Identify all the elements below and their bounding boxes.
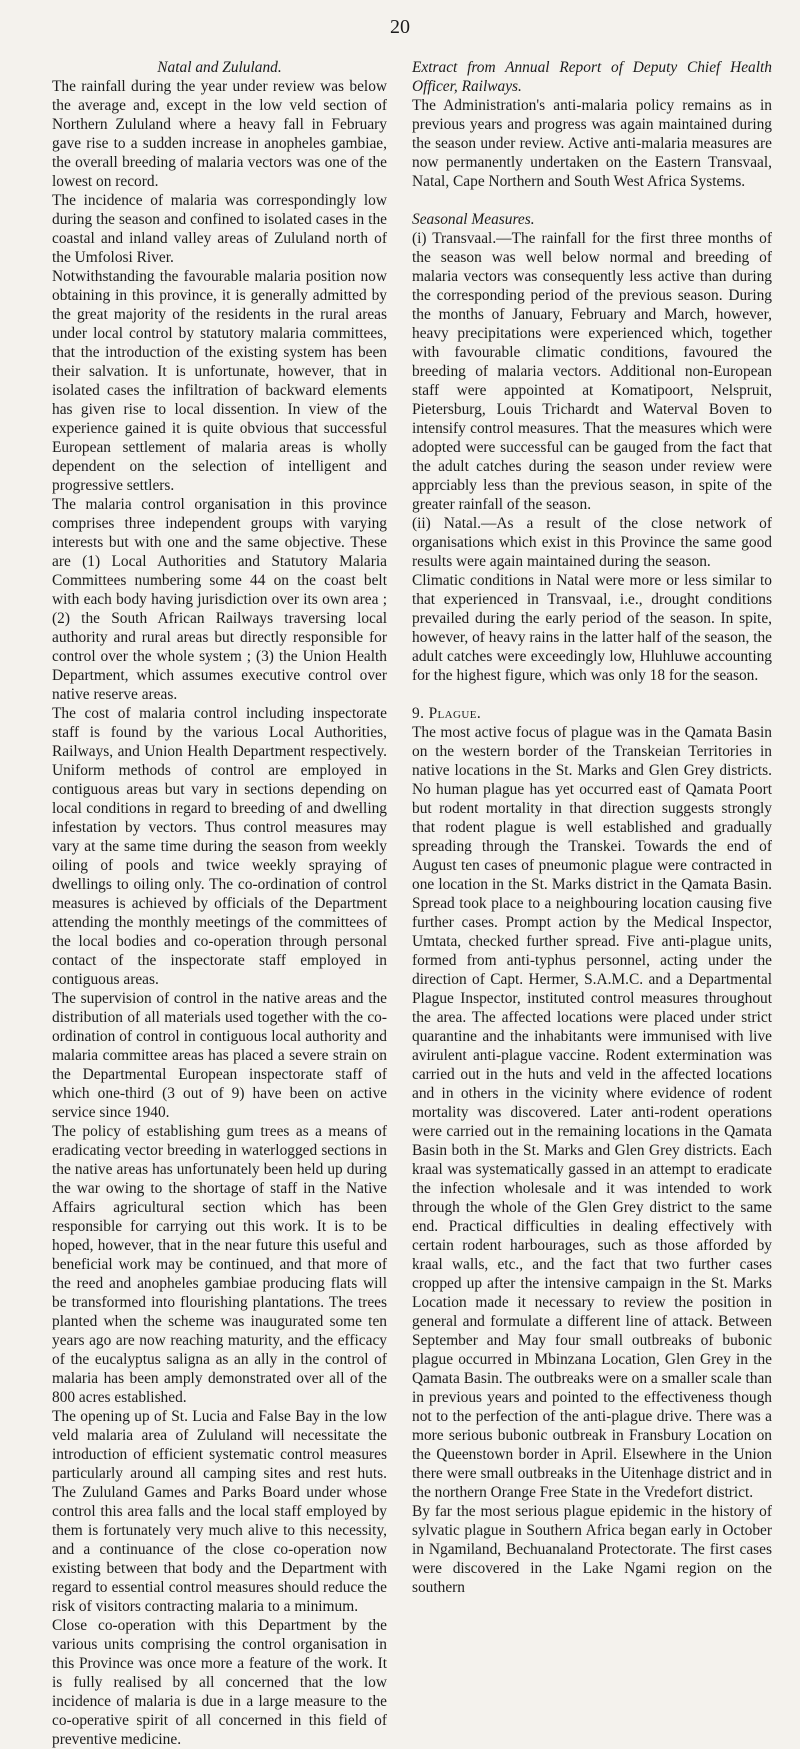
subheading-seasonal-measures: Seasonal Measures.	[412, 211, 535, 228]
paragraph: The cost of malaria control including inspectorate staff is found by the various Local Authorities, Railways, and Union Health Department respectively. Uniform methods of control are employed in contiguous areas but vary in sections depending on local conditions in regard to breeding of and dwelling infestation by vectors. Thus control measures may vary at the same time during the season from weekly oiling of pools and twice weekly spraying of dwellings to oiling only. The co-ordination of control measures is achieved by officials of the Department attending the monthly meetings of the committees of the local bodies and co-operation through personal contact of the inspectorate staff employed in contiguous areas.	[52, 705, 387, 988]
paragraph: The supervision of control in the native areas and the distribution of all materials used together with the co-ordination of control in contiguous local authority and malaria committee areas has placed a severe strain on the Departmental European inspectorate staff of which one-third (3 out of 9) have been on active service since 1940.	[52, 990, 387, 1121]
paragraph: Close co-operation with this Department by the various units comprising the control organisation in this Province was once more a feature of the work. It is fully realised by all concerned that the low incidence of malaria is due in a large measure to the co-operative spirit of all concerned in this field of preventive medicine.	[52, 1617, 387, 1748]
paragraph: The most active focus of plague was in the Qamata Basin on the western border of the Transkeian Territories in native locations in the St. Marks and Glen Grey districts. No human plague has yet occurred east of Qamata Poort but rodent mortality in that direction suggests strongly that rodent plague is well established and gradually spreading through the Transkei. Towards the end of August ten cases of pneumonic plague were contracted in one location in the St. Marks district in the Qamata Basin. Spread took place to a neighbouring location causing five further cases. Prompt action by the Medical Inspector, Umtata, checked further spread. Five anti-plague units, formed from anti-typhus personnel, acting under the direction of Capt. Hermer, S.A.M.C. and a Departmental Plague Inspector, instituted control measures throughout the area. The affected locations were placed under strict quarantine and the inhabitants were immunised with live avirulent anti-plague vaccine. Rodent extermination was carried out in the huts and veld in the affected locations and in others in the vicinity where evidence of rodent mortality was discovered. Later anti-rodent operations were carried out in the remaining locations in the Qamata Basin both in the St. Marks and Glen Grey districts. Each kraal was systematically gassed in an attempt to eradicate the infection wholesale and it was intended to work through the whole of the Glen Grey district to the same end. Practical difficulties in dealing effectively with certain rodent harbourages, such as those afforded by kraal walls, etc., and the fact that two further cases cropped up after the intensive campaign in the St. Marks Location made it necessary to review the position in general and formulate a different line of attack. Between September and May four small outbreaks of bubonic plague occurred in Mbinzana Location, Glen Grey in the Qamata Basin. The outbreaks were on a smaller scale than in previous years and pointed to the effectiveness though not to the perfection of the anti-plague drive. There was a more serious bubonic outbreak in Fransbury Location on the Queenstown border in April. Elsewhere in the Union there were small outbreaks in the Uitenhage district and in the northern Orange Free State in the Vredefort district.	[412, 724, 772, 1501]
paragraph: By far the most serious plague epidemic in the history of sylvatic plague in Southern Africa began early in October in Ngamiland, Bechuanaland Protectorate. The first cases were discovered in the Lake Ngami region on the southern	[412, 1503, 772, 1596]
paragraph: (ii) Natal.—As a result of the close network of organisations which exist in this Province the same good results were again maintained during the season.	[412, 515, 772, 570]
paragraph: The Administration's anti-malaria policy remains as in previous years and progress was again maintained during the season under review. Active anti-malaria measures are now permanently undertaken on the Eastern Transvaal, Natal, Cape Northern and South West Africa Systems.	[412, 97, 772, 190]
left-column	[52, 58, 387, 1749]
paragraph: Climatic conditions in Natal were more or less similar to that experienced in Transvaal, i.e., drought conditions prevailed during the early period of the season. In spite, however, of heavy rains in the latter half of the season, the adult catches were exceedingly low, Hluhluwe accounting for the highest figure, which was only 18 for the season.	[412, 572, 772, 684]
page-number: 20	[390, 16, 410, 38]
paragraph: The policy of establishing gum trees as a means of eradicating vector breeding in waterlogged sections in the native areas has unfortunately been held up during the war owing to the shortage of staff in the Native Affairs agricultural section which has been responsible for carrying out this work. It is to be hoped, however, that in the near future this useful and beneficial work may be continued, and that more of the reed and anopheles gambiae producing flats will be transformed into flourishing plantations. The trees planted when the scheme was inaugurated some ten years ago are now reaching maturity, and the efficacy of the eucalyptus saligna as an ally in the control of malaria has been amply demonstrated over all of the 800 acres established.	[52, 1123, 387, 1406]
paragraph: The malaria control organisation in this province comprises three independent groups with varying interests but with one and the same objective. These are (1) Local Authorities and Statutory Malaria Committees numbering some 44 on the coast belt with each body having jurisdiction over its own area ; (2) the South African Railways traversing local authority and rural areas but directly responsible for control over the whole system ; (3) the Union Health Department, which assumes executive control over native reserve areas.	[52, 496, 387, 703]
paragraph: The rainfall during the year under review was below the average and, except in the low veld section of Northern Zululand where a heavy fall in February gave rise to a sudden increase in anopheles gambiae, the overall breeding of malaria vectors was one of the lowest on record.	[52, 78, 387, 190]
paragraph: Notwithstanding the favourable malaria position now obtaining in this province, it is generally admitted by the great majority of the residents in the rural areas under local control by statutory malaria committees, that the introduction of the existing system has been their salvation. It is unfortunate, however, that in isolated cases the infiltration of backward elements has given rise to local dissention. In view of the experience gained it is quite obvious that successful European settlement of malaria areas is wholly dependent on the selection of intelligent and progressive settlers.	[52, 268, 387, 494]
section-heading-natal: Natal and Zululand.	[157, 59, 282, 76]
paragraph: The incidence of malaria was correspondingly low during the season and confined to isolated cases in the coastal and inland valley areas of Zululand north of the Umfolosi River.	[52, 192, 387, 266]
section-heading-plague: 9. Plague.	[412, 705, 482, 722]
paragraph: The opening up of St. Lucia and False Bay in the low veld malaria area of Zululand will necessitate the introduction of efficient systematic control measures particularly around all camping sites and rest huts. The Zululand Games and Parks Board under whose control this area falls and the local staff employed by them is fortunately very much alive to this necessity, and a continuance of the close co-operation now existing between that body and the Department with regard to essential control measures should reduce the risk of visitors contracting malaria to a minimum.	[52, 1408, 387, 1615]
paragraph: (i) Transvaal.—The rainfall for the first three months of the season was well below normal and breeding of malaria vectors was consequently less active than during the corresponding period of the previous season. During the months of January, February and March, however, heavy precipitations were experienced which, together with favourable climatic conditions, favoured the breeding of malaria vectors. Additional non-European staff were appointed at Komatipoort, Nelspruit, Pietersburg, Louis Trichardt and Waterval Boven to intensify control measures. That the measures which were adopted were successful can be gauged from the fact that the adult catches during the season under review were apprciably less than the previous season, in spite of the greater rainfall of the season.	[412, 230, 772, 513]
section-heading-railways-extract: Extract from Annual Report of Deputy Chief Health Officer, Railways.	[412, 59, 772, 95]
right-column	[412, 58, 772, 1597]
